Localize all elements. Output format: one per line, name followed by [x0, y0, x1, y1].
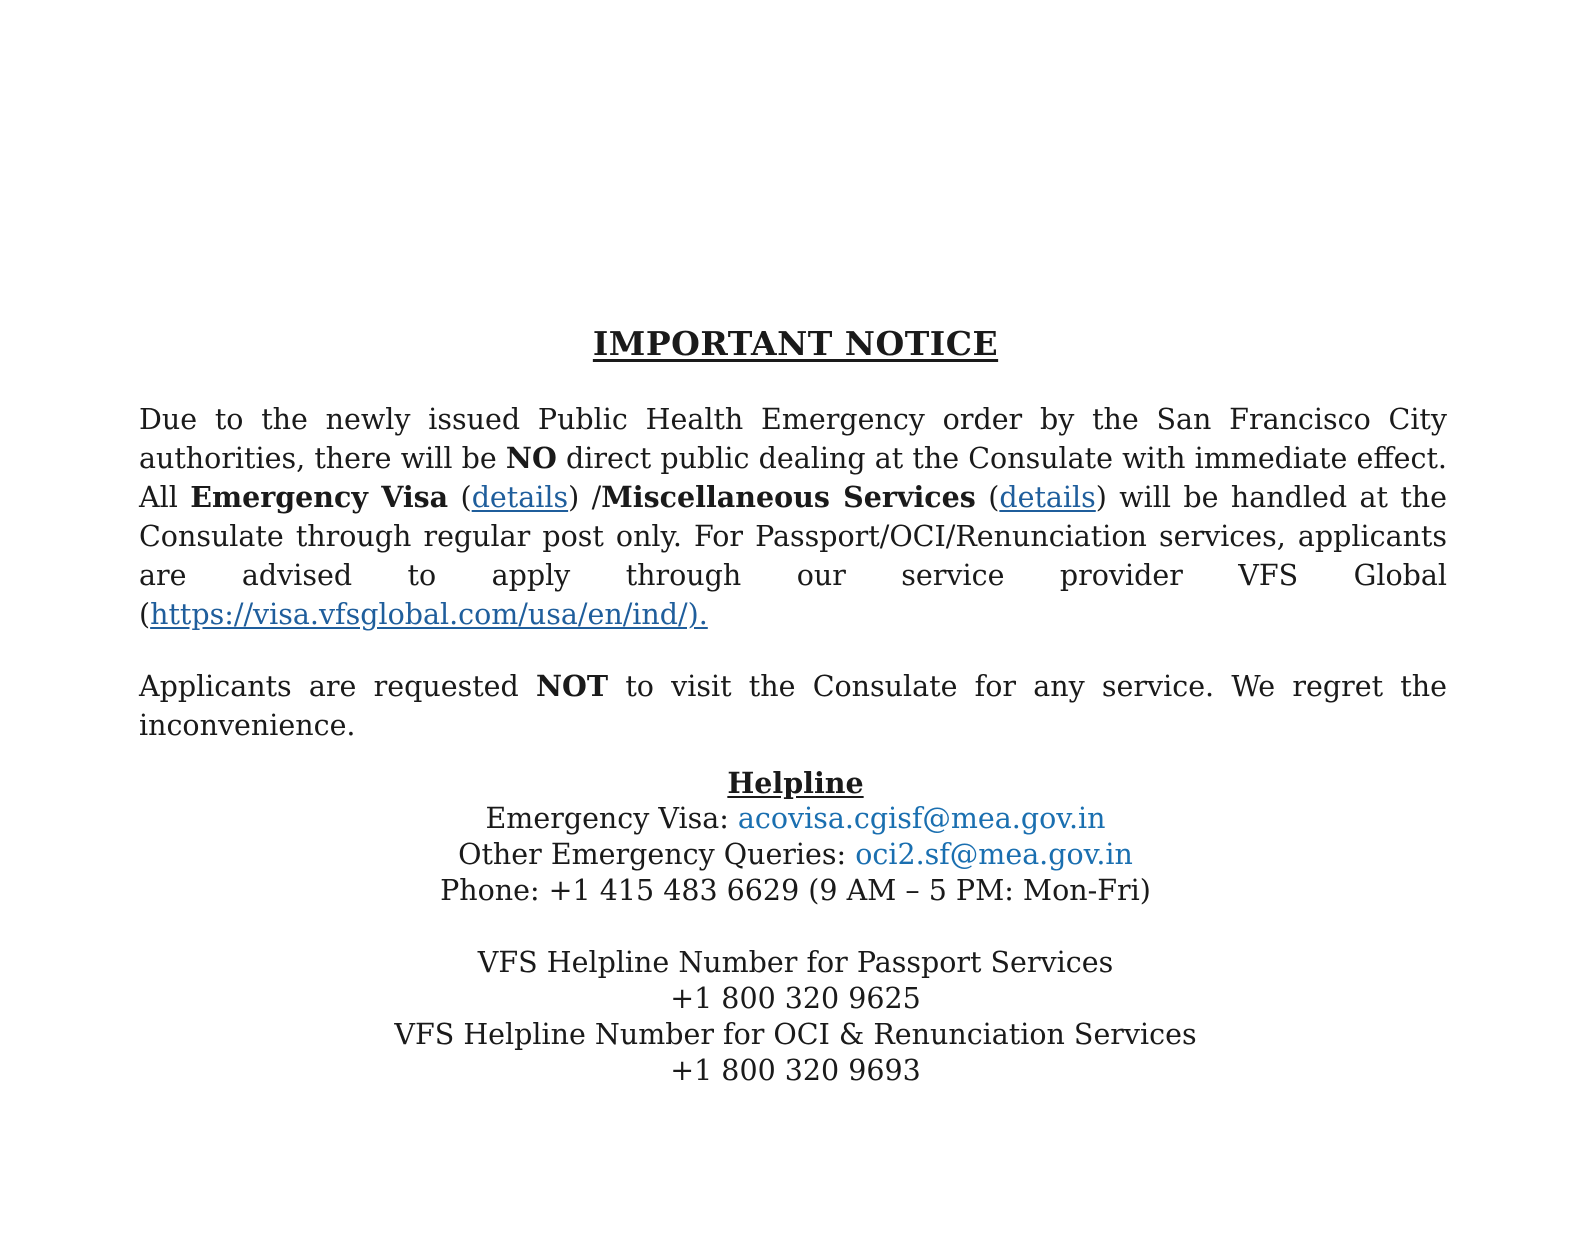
p1-text-1: Due to the newly issued Public Health Emergency order by the San Francisco City authorities, there will be	[139, 403, 1447, 475]
helpline-section	[0, 765, 1591, 1089]
emergency-visa-emphasis: Emergency Visa	[190, 480, 449, 514]
vfs-oci-label: VFS Helpline Number for OCI & Renunciation Services	[394, 1018, 1197, 1051]
vfs-global-link[interactable]: https://visa.vfsglobal.com/usa/en/ind/).	[150, 598, 708, 631]
p1-text-3: (	[448, 481, 472, 514]
p1-text-4: ) /	[568, 481, 602, 514]
no-emphasis: NO	[505, 441, 557, 475]
spacer	[0, 909, 1591, 945]
helpline-title: Helpline	[727, 766, 864, 800]
vfs-passport-label: VFS Helpline Number for Passport Services	[477, 946, 1114, 979]
emergency-visa-details-link[interactable]: details	[471, 481, 569, 514]
vfs-oci-number: +1 800 320 9693	[670, 1054, 921, 1087]
phone-line: Phone: +1 415 483 6629 (9 AM – 5 PM: Mon-Fri)	[440, 874, 1151, 907]
emergency-visa-label: Emergency Visa:	[485, 802, 738, 835]
notice-paragraph-1	[139, 400, 1447, 634]
p2-text-2: to visit the Consulate for any service. We regret the inconvenience.	[139, 670, 1447, 742]
other-queries-line	[0, 837, 1591, 873]
emergency-visa-email-link[interactable]: acovisa.cgisf@mea.gov.in	[737, 802, 1106, 835]
other-queries-email-link[interactable]: oci2.sf@mea.gov.in	[855, 838, 1133, 871]
p1-text-6: ) will be handled at the Consulate through regular post only. For Passport/OCI/Renunciation services, applicants are advised to apply through our service provider VFS Global (	[139, 481, 1448, 631]
emergency-visa-line	[0, 801, 1591, 837]
p2-text-1: Applicants are requested	[139, 670, 536, 703]
vfs-passport-number: +1 800 320 9625	[670, 982, 921, 1015]
misc-services-details-link[interactable]: details	[999, 481, 1096, 514]
notice-title: IMPORTANT NOTICE	[592, 324, 999, 363]
other-queries-label: Other Emergency Queries:	[458, 838, 856, 871]
p1-text-2: direct public dealing at the Consulate with immediate effect. All	[139, 442, 1447, 514]
p1-text-5: (	[975, 481, 1000, 514]
notice-paragraph-2	[139, 667, 1447, 745]
not-emphasis: NOT	[536, 669, 609, 703]
misc-services-emphasis: Miscellaneous Services	[601, 480, 976, 514]
